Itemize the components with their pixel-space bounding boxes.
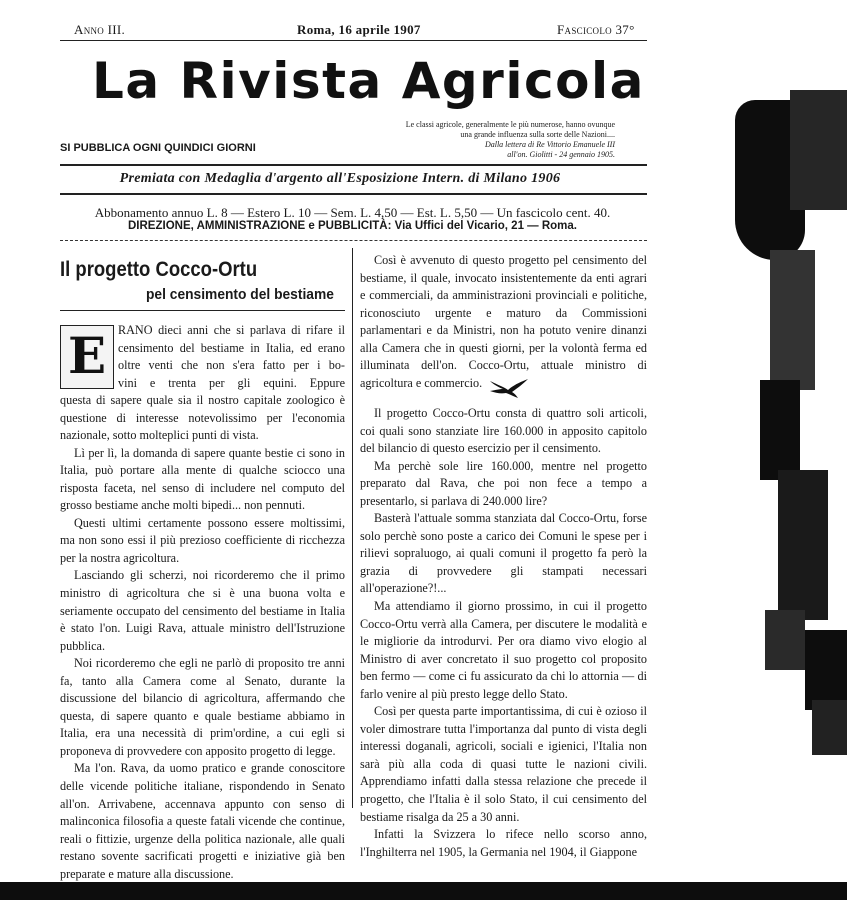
left-column — [60, 392, 345, 883]
right-paragraph: Così è avvenuto di questo progetto pel censimento del bestiame, il quale, invocato insistentemente da enti agrari e commerciali, da amministrazioni provinciali e politiche, riconosciuto urgente e maturo da Commissioni parlamentari e da Ministri, non ha potuto venire dinanzi alla Camera che in questi giorni, per la volontà ferma ed illuminata dell'on. Cocco-Ortu, attuale ministro di agricoltura e commercio. — [360, 253, 647, 390]
right-column-top — [360, 252, 647, 392]
scan-artifact — [760, 380, 800, 480]
left-paragraph: Ma l'on. Rava, da uomo pratico e grande conoscitore delle vicende politiche italiane, rispondendo in Senato all'on. Arrivabene, accennava appunto con senso di malinconica filosofia a queste fatali vicende che continue, reali o fittizie, urgenze della politica nazionale, alle quali restano sovente sacrificati progetti e iniziative già ben preparate e mature alla discussione. — [60, 761, 345, 881]
left-paragraph: Lì per lì, la domanda di sapere quante bestie ci sono in Italia, può portare alla mente di qualche sciocco una risposta faceta, nel senso di includere nel computo del grosso bestiame anche molti bipedi... non pennuti. — [60, 445, 345, 513]
epigraph-quote-line2: una grande influenza sulla sorte delle Nazioni.... — [460, 130, 615, 139]
right-paragraph: Infatti la Svizzera lo rifece nello scorso anno, l'Inghilterra nel 1905, la Germania nel 1904, il Giappone — [360, 827, 647, 859]
masthead-rule-mid — [60, 193, 647, 195]
swallow-icon — [488, 377, 530, 399]
issue-number: Fascicolo 37° — [557, 22, 635, 37]
right-paragraph: Così per questa parte importantissima, di cui è ozioso il voler dimostrare tutta l'importanza dal punto di vista degli interessi doganali, agricoli, sociali e igienici, l'Italia non sarà più alla coda di quasi tutte le nazioni civili. Apprendiamo infatti dalla stessa relazione che precede il progetto, che l'Italia è il solo Stato, il cui censimento del bestiame risalga da 25 a 30 anni. — [360, 704, 647, 824]
right-paragraph: Basterà l'attuale somma stanziata dal Cocco-Ortu, forse solo perchè sono poste a carico dei Comuni le spese per i rilievi sopraluogo, ai quali comuni il progetto fa però la grazia di provvedere gli stampati necessari all'operazione?!... — [360, 511, 647, 596]
right-paragraph: Ma perchè sole lire 160.000, mentre nel progetto preparato dal Rava, che poi non fece a tempo a presentarlo, si parlava di 240.000 lire? — [360, 458, 647, 508]
epigraph-quote-line1: Le classi agricole, generalmente le più numerose, hanno ovunque — [405, 120, 615, 129]
left-paragraph: Questi ultimi certamente possono essere moltissimi, ma non sono essi il più prezioso coefficiente di ricchezza per la nostra agricoltura. — [60, 515, 345, 565]
right-column-bottom — [360, 405, 647, 861]
column-divider — [352, 248, 353, 808]
title-rule — [60, 310, 345, 311]
article-title: Il progetto Cocco-Ortu — [60, 258, 258, 281]
scan-artifact — [790, 90, 847, 210]
left-paragraph: Noi ricorderemo che egli ne parlò di proposito tre anni fa, tanto alla Camera come al Senato, durante la discussione del bilancio di agricoltura, affermando che questa, di sapere quanto e quale bestiame abbiamo in Italia, era una necessità di prim'ordine, a cui egli si proponeva di provvedere con apposito progetto di legge. — [60, 656, 345, 758]
scan-bottom-edge — [0, 882, 847, 900]
header-rule — [60, 40, 647, 41]
first-line-4: vini e trenta per gli equini. Eppure — [118, 375, 345, 390]
left-paragraph-first-rest: questa di sapere quale sia il nostro capitale zoologico è questione di interesse notevolissimo per l'economia nazionale, sotto molteplici punti di vista. — [60, 393, 345, 443]
prize-banner: Premiata con Medaglia d'argento all'Esposizione Intern. di Milano 1906 — [119, 171, 561, 186]
direction-info: DIREZIONE, AMMINISTRAZIONE e PUBBLICITÀ: Via Uffici del Vicario, 21 — Roma. — [128, 220, 577, 232]
scan-artifact — [770, 250, 815, 390]
first-paragraph-lines — [118, 322, 345, 392]
subscription-info: Abbonamento annuo L. 8 — Estero L. 10 — Sem. L. 4,50 — Est. L. 5,50 — Un fascicolo cent. 40. — [94, 205, 611, 220]
first-line-1: RANO dieci anni che si parlava di rifare il — [118, 323, 345, 337]
article-subtitle: pel censimento del bestiame — [146, 286, 334, 303]
scan-artifact — [812, 700, 847, 755]
right-paragraph: Il progetto Cocco-Ortu consta di quattro soli articoli, coi quali sono stanziate lire 160.000 in apposito capitolo del bilancio di questo esercizio per il censimento. — [360, 406, 647, 456]
volume-label: Anno III. — [74, 22, 126, 37]
masthead-title: La Rivista Agricola — [92, 52, 645, 110]
place-date: Roma, 16 aprile 1907 — [297, 22, 421, 37]
dropcap-initial: E — [60, 325, 114, 389]
epigraph-source-line1: Dalla lettera di Re Vittorio Emanuele III — [484, 140, 615, 149]
epigraph-source-line2: all'on. Giolitti - 24 gennaio 1905. — [507, 150, 615, 159]
scan-artifact — [778, 470, 828, 620]
right-paragraph: Ma attendiamo il giorno prossimo, in cui il progetto Cocco-Ortu verrà alla Camera, per discutere le modalità e le migliorie da introdurvi. Per ora diamo vivo elogio al Ministro di aver concretato il suo progetto col proposito ben fermo — come ci fu assicurato da chi lo attornia — di farlo venire al più presto legge dello Stato. — [360, 599, 647, 701]
epigraph — [355, 120, 615, 160]
first-line-3: oltre venti che non s'era fatto per i bo- — [118, 358, 345, 373]
masthead-rule-bottom — [60, 240, 647, 241]
frequency-note: SI PUBBLICA OGNI QUINDICI GIORNI — [60, 142, 256, 154]
masthead-rule-top — [60, 164, 647, 166]
first-line-2: censimento del bestiame in Italia, ed erano — [118, 340, 345, 355]
scan-artifact — [805, 630, 847, 710]
left-paragraph: Lasciando gli scherzi, noi ricorderemo che il primo ministro di agricoltura che si è una buona volta e seriamente occupato del censimento del bestiame in Italia è stato l'on. Luigi Rava, attuale ministro dell'Istruzione pubblica. — [60, 568, 345, 653]
scan-artifact — [765, 610, 805, 670]
